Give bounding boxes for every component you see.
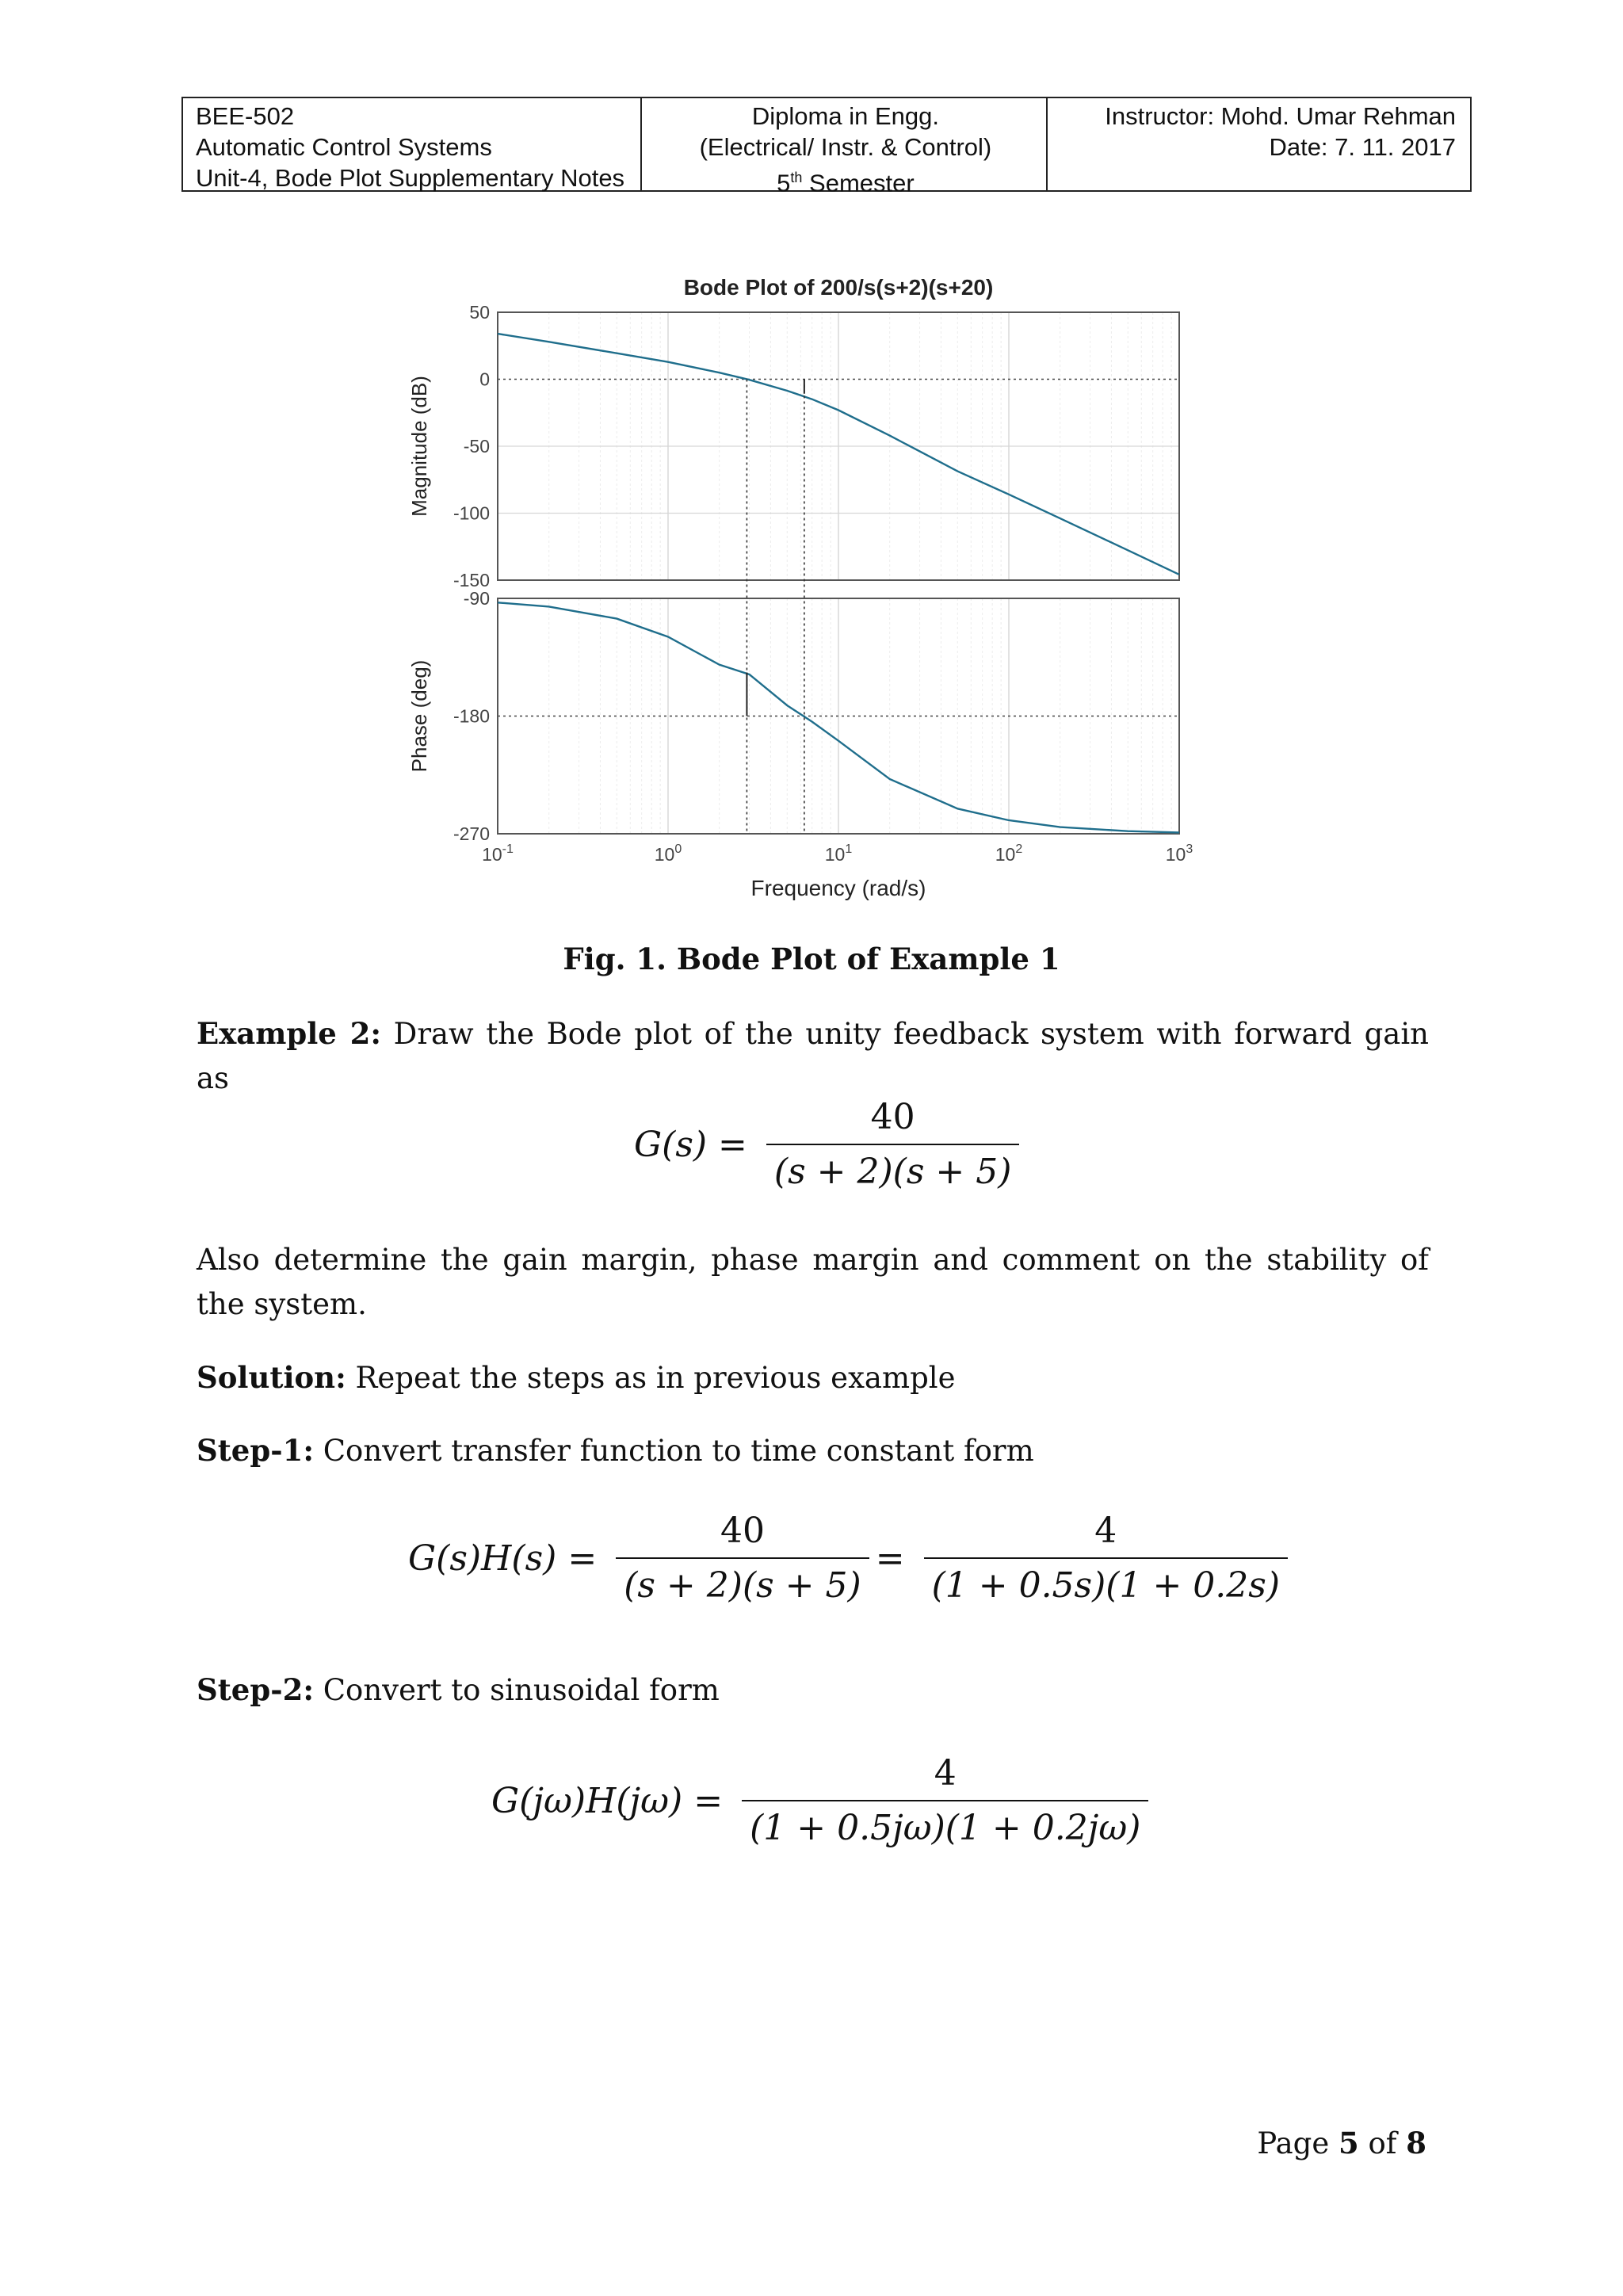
x-tick-label: $10^0$ [654,842,682,865]
solution-paragraph [197,1355,1429,1400]
step-2-label: Step-2: [197,1672,314,1707]
step-1-text: Convert transfer function to time constant form [313,1434,1034,1468]
eq2-fraction-1 [616,1511,869,1606]
step-2-paragraph [197,1668,1429,1713]
also-paragraph: Also determine the gain margin, phase margin and comment on the stability of the system. [197,1243,1429,1321]
eq3-fraction [742,1753,1148,1848]
total-pages: 8 [1406,2126,1426,2160]
solution-label: Solution: [197,1360,346,1395]
instructor: Instructor: Mohd. Umar Rehman [1105,102,1456,130]
x-tick-label: $10^{-1}$ [482,842,514,865]
magnitude-tick-label: -150 [453,570,490,590]
example-2-text: Draw the Bode plot of the unity feedback system with forward gain as [197,1017,1429,1095]
eq1-fraction [766,1097,1020,1192]
date: Date: 7. 11. 2017 [1269,133,1456,161]
magnitude-tick-label: 0 [479,369,490,390]
solution-text: Repeat the steps as in previous example [346,1361,956,1395]
x-tick-label: $10^3$ [1165,842,1193,865]
program-name: Diploma in Engg. [751,102,939,130]
unit-title: Unit-4, Bode Plot Supplementary Notes [196,164,625,192]
phase-axis-label: Phase (deg) [407,659,431,773]
x-tick-label: $10^2$ [995,842,1023,865]
eq3-lhs: G(jω)H(jω) = [491,1780,724,1821]
step-1-label: Step-1: [197,1433,314,1468]
example-2-label: Example 2: [197,1016,382,1051]
bode-plot-figure [396,262,1236,919]
page-number: Page 5 of 8 [1257,2126,1426,2160]
header-program-info [642,98,1048,197]
magnitude-tick-label: -50 [463,436,490,457]
eq2-denominator-1: (s + 2)(s + 5) [616,1557,869,1606]
equation-3 [491,1753,1155,1848]
eq3-denominator: (1 + 0.5jω)(1 + 0.2jω) [742,1800,1148,1848]
x-axis-label: Frequency (rad/s) [750,876,926,900]
course-title: Automatic Control Systems [196,133,492,161]
eq1-numerator: 40 [870,1097,915,1137]
eq1-denominator: (s + 2)(s + 5) [766,1144,1020,1192]
example-2-paragraph [197,1011,1429,1101]
course-code: BEE-502 [196,102,295,130]
phase-tick-label: -180 [453,705,490,727]
eq3-numerator: 4 [934,1753,957,1794]
equation-2 [408,1511,1294,1606]
magnitude-tick-label: 50 [469,302,490,323]
eq2-denominator-2: (1 + 0.5s)(1 + 0.2s) [924,1557,1288,1606]
chart-title: Bode Plot of 200/s(s+2)(s+20) [683,275,994,300]
bode-plot-svg [396,262,1236,919]
step-2-text: Convert to sinusoidal form [313,1673,720,1707]
phase-tick-label: -90 [463,588,490,609]
eq2-lhs: G(s)H(s) = [408,1538,598,1579]
eq1-lhs: G(s) = [634,1124,747,1165]
x-tick-label: $10^1$ [824,842,853,865]
eq2-fraction-2 [924,1511,1288,1606]
figure-caption: Fig. 1. Bode Plot of Example 1 [563,942,1060,976]
header-instructor-info [1048,98,1470,190]
magnitude-tick-label: -100 [453,502,490,524]
current-page: 5 [1338,2126,1359,2160]
eq2-equals: = [875,1538,905,1579]
magnitude-axis-label: Magnitude (dB) [407,376,431,517]
page-header [181,97,1472,197]
step-1-paragraph [197,1428,1429,1473]
semester: 5th Semester [777,169,915,197]
phase-tick-label: -270 [453,823,490,844]
header-course-info [183,98,642,190]
eq2-numerator-2: 4 [1094,1511,1117,1551]
eq2-numerator-1: 40 [720,1511,765,1551]
equation-1 [634,1097,1025,1192]
program-branch: (Electrical/ Instr. & Control) [699,133,992,161]
